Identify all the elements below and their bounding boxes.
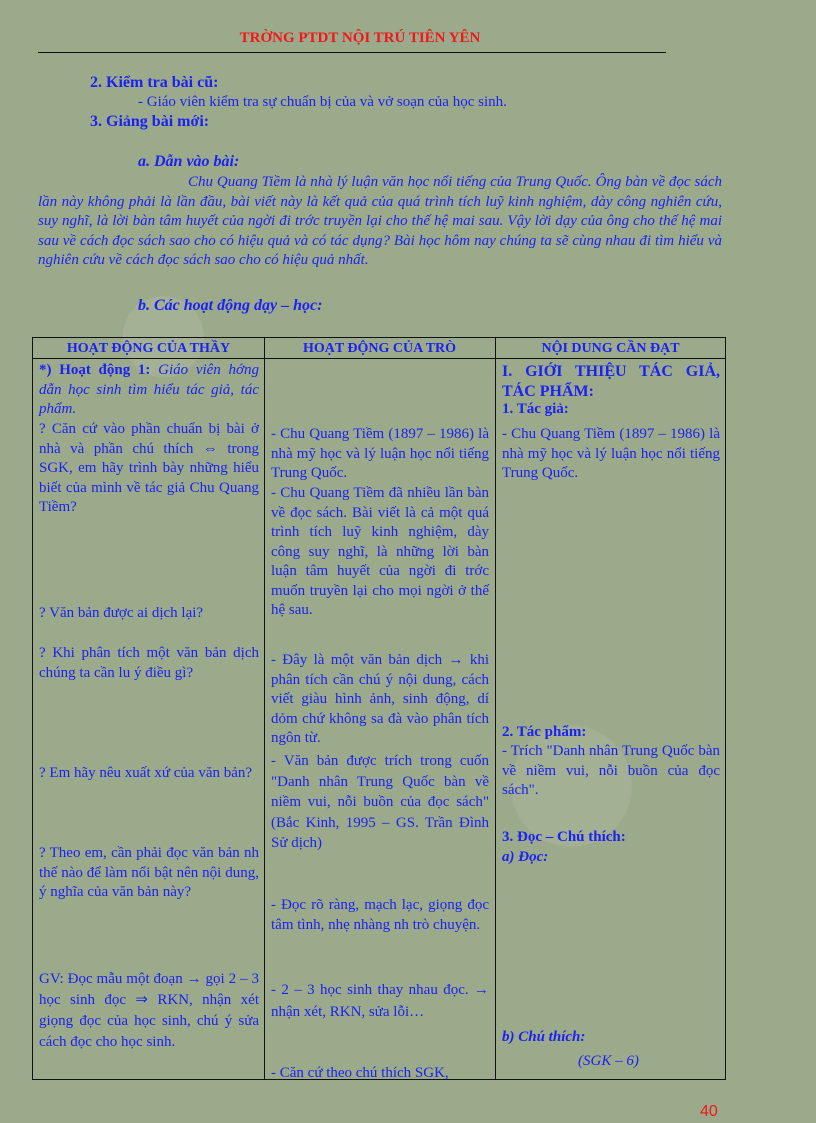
header-row-divider	[33, 358, 725, 359]
section-3-title: 3. Giảng bài mới:	[90, 113, 210, 130]
student-answer: - Chu Quang Tiềm (1897 – 1986) là nhà mỹ học và lý luận học nổi tiếng Trung Quốc.	[271, 426, 489, 481]
student-answer: - Văn bản được trích trong cuốn "Danh nhân Trung Quốc bàn về niềm vui, nỗi buồn của đọc sách" (Bắc Kinh, 1995 – GS. Trần Đình Sử dịch)	[271, 753, 489, 851]
content-work-text: - Trích "Danh nhân Trung Quốc bàn về niềm vui, nỗi buồn của đọc sách".	[502, 743, 720, 798]
content-heading-author: 1. Tác giả:	[502, 401, 569, 417]
section-2-title: 2. Kiểm tra bài cũ:	[90, 74, 219, 91]
student-answer: - Căn cứ theo chú thích SGK,	[271, 1065, 449, 1081]
content-heading-intro: I. GIỚI THIỆU TÁC GIẢ, TÁC PHẨM:	[502, 363, 720, 400]
header-student: HOẠT ĐỘNG CỦA TRÒ	[302, 341, 457, 356]
lesson-table	[32, 337, 726, 1080]
column-divider	[264, 338, 265, 1079]
student-answer: - Đây là một văn bản dịch → khi phân tích cần chú ý nội dung, cách viết giàu hình ảnh, sinh động, dí dỏm chứ không sa đà vào phân tích ngôn từ.	[271, 652, 489, 746]
student-answer: - 2 – 3 học sinh thay nhau đọc. → nhận xét, RKN, sửa lỗi…	[271, 982, 489, 1020]
teacher-question: ? Theo em, cần phải đọc văn bản nh thế nào để làm nổi bật nên nội dung, ý nghĩa của văn bản này?	[39, 845, 259, 900]
content-heading-work: 2. Tác phẩm:	[502, 724, 587, 740]
content-heading-read: a) Đọc:	[502, 849, 549, 865]
content-reference: (SGK – 6)	[578, 1053, 639, 1069]
header-content: NỘI DUNG CẦN ĐẠT	[541, 341, 680, 356]
section-2-text: - Giáo viên kiểm tra sự chuẩn bị của và vở soạn của học sinh.	[138, 94, 507, 110]
teacher-instruction: GV: Đọc mẫu một đoạn → gọi 2 – 3 học sinh đọc ⇒ RKN, nhận xét giọng đọc của học sinh, chú ý sửa cách đọc cho học sinh.	[39, 971, 259, 1050]
intro-title: a. Dẫn vào bài:	[138, 153, 240, 170]
activity-1	[39, 361, 259, 420]
teacher-question: ? Em hãy nêu xuất xứ của văn bản?	[39, 765, 253, 781]
content-heading-notes: b) Chú thích:	[502, 1029, 586, 1045]
activities-title: b. Các hoạt động dạy – học:	[138, 297, 323, 314]
school-header: TRỜNG PTDT NỘI TRÚ TIÊN YÊN	[239, 30, 481, 46]
header-divider	[38, 52, 666, 53]
teacher-question: ? Căn cứ vào phần chuẩn bị bài ở nhà và phần chú thích ⇔ trong SGK, em hãy trình bày những hiểu biết của mình về tác giả Chu Quang Tiềm?	[39, 421, 259, 515]
content-heading-reading: 3. Đọc – Chú thích:	[502, 829, 626, 845]
intro-text: Chu Quang Tiềm là nhà lý luận văn học nổi tiếng của Trung Quốc. Ông bàn về đọc sách lần này không phải là lần đầu, bài viết này là kết quả của quá trình tích luỹ kinh nghiệm, dày công nghiên cứu, suy nghĩ, là lời bàn tâm huyết của ngời đi trớc truyền lại cho thế hệ mai sau. Vậy lời dạy của ông cho thế hệ mai sau về cách đọc sách sao cho có hiệu quả và có tác dụng? Bài học hôm nay chúng ta sẽ cùng nhau đi tìm hiểu và nghiên cứu về cách đọc sách sao cho có hiệu quả nhất.	[38, 174, 722, 269]
student-answer: - Đọc rõ ràng, mạch lạc, giọng đọc tâm tình, nhẹ nhàng nh trò chuyện.	[271, 897, 489, 933]
teacher-question: ? Khi phân tích một văn bản dịch chúng ta cần lu ý điều gì?	[39, 645, 259, 681]
header-teacher: HOẠT ĐỘNG CỦA THẦY	[66, 341, 231, 356]
content-author-text: - Chu Quang Tiềm (1897 – 1986) là nhà mỹ học và lý luận học nổi tiếng Trung Quốc.	[502, 426, 720, 481]
page-number: 40	[700, 1103, 718, 1120]
student-answer: - Chu Quang Tiềm đã nhiều lần bàn về đọc sách. Bài viết là cả một quá trình tích luỹ kinh nghiệm, dày công suy nghĩ, là những lời bàn luận tâm huyết của ngời đi trớc muốn truyền lại cho mọi ngời ở thế hệ sau.	[271, 485, 489, 618]
teacher-question: ? Văn bản được ai dịch lại?	[39, 605, 204, 621]
column-divider	[495, 338, 496, 1079]
activity-1-text: Giáo viên hớng dẫn học sinh tìm hiểu tác giả, tác phẩm.	[39, 362, 259, 417]
activity-1-label: *) Hoạt động 1:	[39, 362, 151, 378]
